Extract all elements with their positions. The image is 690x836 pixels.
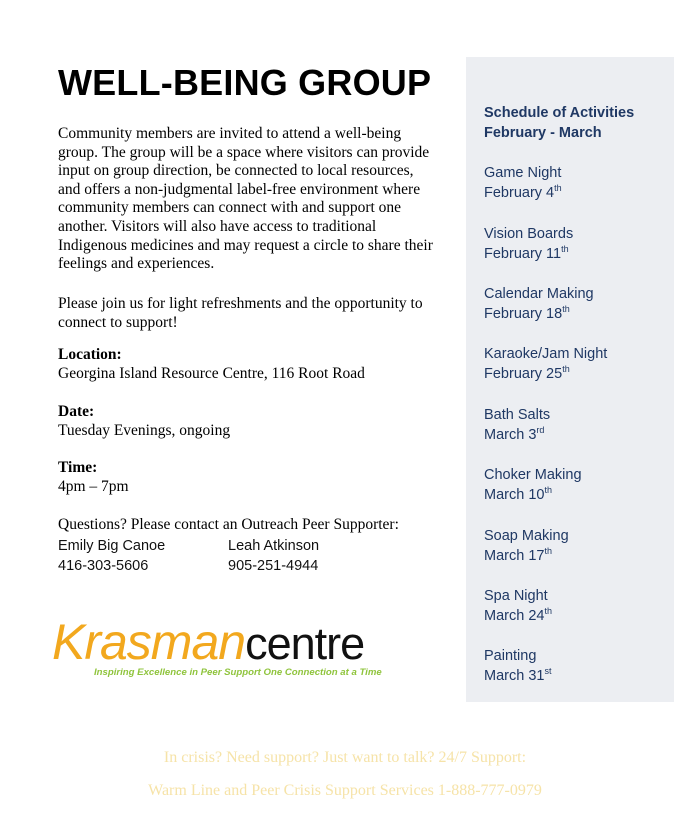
- location-label: Location:: [58, 346, 122, 363]
- time-label: Time:: [58, 459, 98, 476]
- activity-date: February 11th: [484, 244, 569, 262]
- activity-item: [484, 586, 552, 626]
- date-value: Tuesday Evenings, ongoing: [58, 422, 231, 439]
- contact-name: Emily Big Canoe: [58, 538, 166, 554]
- activity-name: Karaoke/Jam Night: [484, 346, 608, 362]
- invite-paragraph: Please join us for light refreshments and the opportunity to connect to support!: [58, 295, 423, 331]
- intro-paragraph: Community members are invited to attend a well-being group. The group will be a space where visitors can provide input on group direction, be connected to local resources, and offers a non-judgmental label-free environment where community members can connect with and support one another. Visitors will also have access to traditional Indigenous medicines and may request a circle to share their feelings and experiences.: [58, 125, 433, 273]
- logo-word-krasman: Krasman: [52, 614, 246, 670]
- contact-name: Leah Atkinson: [228, 538, 320, 554]
- krasman-centre-logo: [52, 612, 432, 694]
- time-value: 4pm – 7pm: [58, 478, 129, 495]
- page-title: WELL-BEING GROUP: [58, 62, 432, 103]
- activity-date: March 24th: [484, 606, 552, 624]
- activity-date: February 18th: [484, 304, 570, 322]
- questions-text: Questions? Please contact an Outreach Peer Supporter:: [58, 516, 399, 533]
- activity-name: Soap Making: [484, 528, 569, 544]
- activity-name: Game Night: [484, 165, 562, 181]
- activity-name: Vision Boards: [484, 226, 574, 242]
- footer-line-2: Warm Line and Peer Crisis Support Services 1-888-777-0979: [148, 782, 542, 799]
- activity-item: [484, 646, 551, 686]
- activity-item: [484, 224, 573, 264]
- logo-tagline: Inspiring Excellence in Peer Support One Connection at a Time: [94, 667, 382, 678]
- schedule-title-line1: Schedule of Activities: [484, 105, 635, 121]
- date-label: Date:: [58, 403, 95, 420]
- activity-item: [484, 405, 550, 445]
- activity-date: March 17th: [484, 546, 552, 564]
- schedule-sidebar: [466, 57, 674, 702]
- activity-name: Choker Making: [484, 467, 582, 483]
- time-block: [58, 458, 129, 496]
- activity-item: [484, 526, 569, 566]
- activity-name: Painting: [484, 648, 537, 664]
- activity-date: March 31st: [484, 666, 552, 684]
- schedule-title: [484, 103, 634, 143]
- activity-name: Bath Salts: [484, 407, 551, 423]
- contact-phone: 416-303-5606: [58, 558, 149, 574]
- date-block: [58, 402, 230, 440]
- footer-line-1: In crisis? Need support? Just want to talk? 24/7 Support:: [163, 749, 527, 766]
- activity-item: [484, 344, 607, 384]
- contact-emily: [58, 536, 165, 576]
- logo-wordmark: [52, 612, 364, 672]
- contact-phone: 905-251-4944: [228, 558, 319, 574]
- activity-item: [484, 163, 562, 203]
- activity-date: March 10th: [484, 485, 552, 503]
- location-block: [58, 345, 365, 383]
- activity-item: [484, 284, 594, 324]
- activity-name: Calendar Making: [484, 286, 594, 302]
- contact-leah: [228, 536, 319, 576]
- activity-date: February 4th: [484, 183, 562, 201]
- location-value: Georgina Island Resource Centre, 116 Root Road: [58, 365, 365, 382]
- activity-date: February 25th: [484, 364, 570, 382]
- activity-name: Spa Night: [484, 588, 548, 604]
- activity-item: [484, 465, 582, 505]
- activity-date: March 3rd: [484, 425, 545, 443]
- logo-word-centre: centre: [245, 618, 365, 669]
- schedule-title-line2: February - March: [484, 125, 602, 141]
